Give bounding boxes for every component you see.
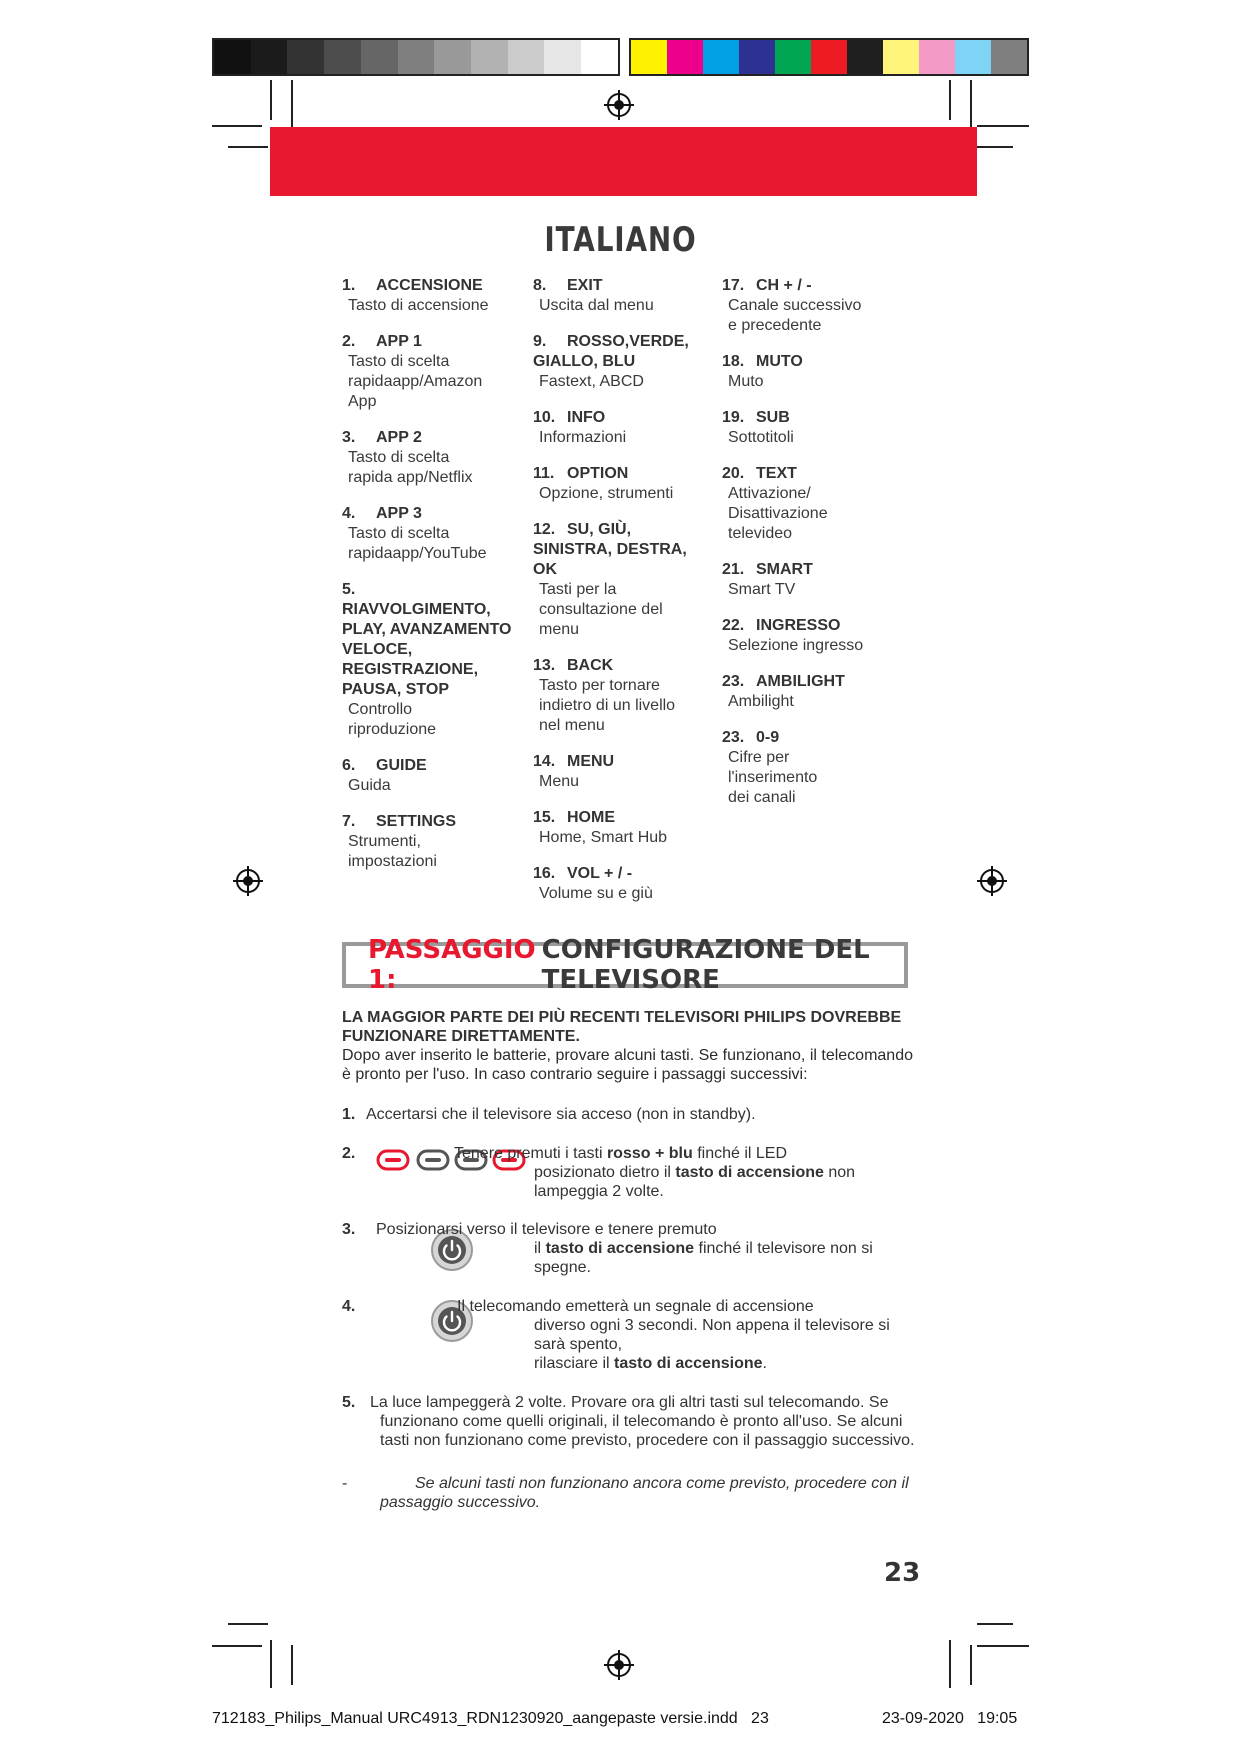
button-entry-description: Tasto di scelta (348, 353, 450, 370)
button-entry-description: Guida (348, 777, 391, 794)
button-entry-label (722, 672, 902, 692)
button-entry-name: MUTO (756, 353, 803, 370)
button-entry-description: Volume su e giù (539, 885, 653, 902)
color-swatch (471, 40, 508, 74)
button-entry-number: 3. (342, 429, 356, 446)
color-swatch (847, 40, 883, 74)
color-swatch (667, 40, 703, 74)
button-entry (722, 672, 902, 712)
button-list-column-1 (342, 276, 522, 888)
button-entry-name: INFO (567, 409, 606, 426)
crop-mark (977, 146, 1013, 148)
button-entry-description: Tasto di scelta (348, 449, 450, 466)
intro-body: Dopo aver inserito le batterie, provare alcuni tasti. Se funzionano, il telecomando è pronto per l'uso. In caso contrario seguire i passaggi successivi: (342, 1047, 913, 1083)
step-text-line-3: lampeggia 2 volte. (534, 1183, 664, 1200)
button-entry-number: 1. (342, 277, 356, 294)
step-text-line-1: Tenere premuti i tasti rosso + blu finché il LED (454, 1145, 788, 1162)
button-entry-description: Tasti per la (539, 581, 617, 598)
button-entry-label (342, 504, 522, 524)
grey-color-bar (212, 38, 620, 76)
button-entry (533, 864, 713, 904)
button-entry-label (722, 560, 902, 580)
button-entry-number: 16. (533, 865, 556, 882)
button-entry-number: 15. (533, 809, 556, 826)
button-entry-number: 23. (722, 673, 745, 690)
crop-mark (949, 80, 951, 120)
button-entry-description: Menu (539, 773, 580, 790)
button-entry (722, 352, 902, 392)
button-entry (722, 728, 902, 808)
button-entry-name: AMBILIGHT (756, 673, 845, 690)
button-entry-description: e precedente (728, 317, 822, 334)
button-entry-description: consultazione del (539, 601, 663, 618)
button-entry-description: Tasto per tornare (539, 677, 660, 694)
button-entry-number: 12. (533, 521, 556, 538)
button-entry-label (533, 520, 713, 580)
green-button-icon (416, 1149, 450, 1171)
color-swatch (434, 40, 471, 74)
button-entry (533, 656, 713, 736)
button-entry (722, 560, 902, 600)
button-entry (722, 276, 902, 336)
button-entry (342, 332, 522, 412)
button-entry-number: 6. (342, 757, 356, 774)
button-entry (722, 408, 902, 448)
button-entry (533, 408, 713, 448)
button-entry-description: impostazioni (348, 853, 437, 870)
note (342, 1474, 922, 1514)
registration-mark-icon (977, 866, 1007, 896)
button-list-column-2 (533, 276, 713, 920)
button-entry-label (533, 656, 713, 676)
button-entry-number: 21. (722, 561, 745, 578)
step-text-line-3: sarà spento, (534, 1336, 623, 1353)
step-text-line-3: tasti non funzionano come previsto, procedere con il passaggio successivo. (380, 1432, 915, 1449)
button-entry-description: Opzione, strumenti (539, 485, 674, 502)
color-swatch (919, 40, 955, 74)
button-entry (533, 808, 713, 848)
button-entry-description: riproduzione (348, 721, 437, 738)
footer-date-time: 23-09-2020 19:05 (882, 1710, 1018, 1727)
button-entry-number: 18. (722, 353, 745, 370)
button-entry-label (342, 812, 522, 832)
crop-mark (228, 146, 268, 148)
color-swatch (739, 40, 775, 74)
step-text-line-2: diverso ogni 3 secondi. Non appena il televisore si (534, 1317, 890, 1334)
crop-mark (291, 80, 293, 128)
button-entry-label (722, 464, 902, 484)
button-entry-number: 20. (722, 465, 745, 482)
language-title: ITALIANO (544, 220, 697, 260)
button-entry-description: televideo (728, 525, 793, 542)
button-entry-label (533, 332, 713, 372)
color-swatch (544, 40, 581, 74)
button-entry-name: HOME (567, 809, 615, 826)
step-text-line-2: posizionato dietro il tasto di accensione non (534, 1164, 856, 1181)
color-swatch (508, 40, 545, 74)
button-entry-name: BACK (567, 657, 614, 674)
button-entry-number: 8. (533, 277, 547, 294)
button-entry-description: Sottotitoli (728, 429, 794, 446)
button-entry-label (533, 864, 713, 884)
button-entry-number: 22. (722, 617, 745, 634)
button-entry (722, 616, 902, 656)
button-entry-label (533, 808, 713, 828)
button-list-column-3 (722, 276, 902, 824)
button-entry-description: rapidaapp/YouTube (348, 545, 487, 562)
button-entry-description: Canale successivo (728, 297, 862, 314)
button-entry-description: Informazioni (539, 429, 627, 446)
button-entry-description: Tasto di scelta (348, 525, 450, 542)
button-entry-label (722, 728, 902, 748)
button-entry-description: Fastext, ABCD (539, 373, 644, 390)
button-entry-name: MENU (567, 753, 615, 770)
color-swatch (581, 40, 618, 74)
button-entry-name: GUIDE (376, 757, 427, 774)
note-line-1: Se alcuni tasti non funzionano ancora come previsto, procedere con il (415, 1475, 909, 1492)
button-entry-description: Home, Smart Hub (539, 829, 668, 846)
step-label: PASSAGGIO 1: (368, 935, 536, 995)
button-entry (342, 428, 522, 488)
button-entry-name: SU, GIÙ, SINISTRA, DESTRA, OK (533, 521, 687, 578)
button-entry-name: ROSSO,VERDE, GIALLO, BLU (533, 333, 689, 370)
button-entry-number: 11. (533, 465, 555, 482)
button-entry-number: 10. (533, 409, 556, 426)
button-entry-name: ACCENSIONE (376, 277, 483, 294)
instruction-step-2 (342, 1144, 922, 1204)
button-entry-number: 17. (722, 277, 745, 294)
crop-mark (977, 1645, 1029, 1647)
button-entry (342, 580, 522, 740)
registration-mark-icon (604, 90, 634, 120)
button-entry-label (533, 752, 713, 772)
color-swatch (251, 40, 288, 74)
instruction-step-5 (342, 1393, 922, 1453)
red-button-icon (376, 1149, 410, 1171)
button-entry-name: SETTINGS (376, 813, 457, 830)
button-entry-label (722, 276, 902, 296)
button-entry-label (342, 332, 522, 352)
button-entry-description: Muto (728, 373, 764, 390)
button-entry-description: menu (539, 621, 580, 638)
crop-mark (977, 1623, 1013, 1625)
button-entry-label (342, 428, 522, 448)
button-entry-description: l'inserimento (728, 769, 818, 786)
button-entry-label (342, 276, 522, 296)
crop-mark (977, 125, 1029, 127)
step-text: Accertarsi che il televisore sia acceso (non in standby). (366, 1106, 756, 1123)
color-swatch (775, 40, 811, 74)
button-entry-description: Disattivazione (728, 505, 828, 522)
button-entry-description: dei canali (728, 789, 796, 806)
button-entry-name: TEXT (756, 465, 797, 482)
color-swatch (991, 40, 1027, 74)
crop-mark (949, 1640, 951, 1688)
button-entry-description: Strumenti, (348, 833, 421, 850)
button-entry-name: RIAVVOLGIMENTO, PLAY, AVANZAMENTO VELOCE, REGISTRAZIONE, PAUSA, STOP (342, 601, 512, 698)
button-entry (533, 332, 713, 392)
button-entry-label (533, 464, 713, 484)
color-swatch (955, 40, 991, 74)
intro-text (342, 1008, 922, 1084)
button-entry (533, 520, 713, 640)
footer-file-info: 712183_Philips_Manual URC4913_RDN1230920_aangepaste versie.indd 23 (212, 1710, 769, 1727)
button-entry-name: SMART (756, 561, 813, 578)
intro-heading: LA MAGGIOR PARTE DEI PIÙ RECENTI TELEVISORI PHILIPS DOVREBBE FUNZIONARE DIRETTAMENTE. (342, 1009, 902, 1045)
button-entry-description: App (348, 393, 377, 410)
crop-mark (212, 1645, 262, 1647)
step-text-line-3: spegne. (534, 1259, 591, 1276)
button-entry-number: 5. (342, 581, 356, 598)
button-entry (342, 276, 522, 316)
button-entry-description: Smart TV (728, 581, 796, 598)
step-text-line-4: rilasciare il tasto di accensione. (534, 1355, 767, 1372)
button-entry-name: OPTION (567, 465, 629, 482)
color-swatch (214, 40, 251, 74)
button-entry (533, 276, 713, 316)
button-entry-label (722, 408, 902, 428)
button-entry-number: 2. (342, 333, 356, 350)
color-swatch (361, 40, 398, 74)
button-entry-name: SUB (756, 409, 790, 426)
button-entry-description: Uscita dal menu (539, 297, 654, 314)
page-number: 23 (884, 1558, 921, 1588)
button-entry-name: APP 1 (376, 333, 422, 350)
button-entry-number: 7. (342, 813, 356, 830)
button-entry-description: Tasto di accensione (348, 297, 489, 314)
button-entry-number: 13. (533, 657, 556, 674)
crop-mark (970, 1645, 972, 1685)
header-red-band (270, 127, 977, 196)
button-entry-label (533, 408, 713, 428)
step-title: CONFIGURAZIONE DEL TELEVISORE (541, 935, 870, 995)
button-entry (533, 752, 713, 792)
button-entry-name: INGRESSO (756, 617, 841, 634)
step-text-line-2: funzionano come quelli originali, il telecomando è pronto all'uso. Se alcuni (380, 1413, 903, 1430)
color-swatch (631, 40, 667, 74)
step-text-line-2: il tasto di accensione finché il televisore non si (534, 1240, 873, 1257)
button-entry-label (722, 352, 902, 372)
button-entry (342, 756, 522, 796)
instruction-step-3 (342, 1220, 922, 1280)
registration-mark-icon (233, 866, 263, 896)
button-entry-description: Selezione ingresso (728, 637, 864, 654)
button-entry-number: 9. (533, 333, 547, 350)
color-bar (629, 38, 1029, 76)
button-entry-number: 4. (342, 505, 356, 522)
button-entry-name: CH + / - (756, 277, 812, 294)
button-entry-description: Controllo (348, 701, 413, 718)
button-entry-label (342, 756, 522, 776)
button-entry-number: 19. (722, 409, 745, 426)
step-number: 2. (342, 1145, 356, 1162)
button-entry-description: Attivazione/ (728, 485, 811, 502)
instruction-step-1 (342, 1105, 922, 1124)
step-number: 4. (342, 1298, 356, 1315)
note-line-2: passaggio successivo. (380, 1494, 541, 1511)
button-entry-description: Ambilight (728, 693, 794, 710)
step-number: 1. (342, 1106, 356, 1123)
button-entry-label (722, 616, 902, 636)
button-entry-description: nel menu (539, 717, 605, 734)
button-entry-label (533, 276, 713, 296)
step-text-line-1: La luce lampeggerà 2 volte. Provare ora gli altri tasti sul telecomando. Se (370, 1394, 889, 1411)
button-entry-description: Cifre per (728, 749, 790, 766)
step-number: 5. (342, 1394, 356, 1411)
button-entry-name: APP 2 (376, 429, 422, 446)
button-entry (342, 812, 522, 872)
button-entry-name: EXIT (567, 277, 603, 294)
button-entry-description: rapidaapp/Amazon (348, 373, 483, 390)
button-entry-number: 23. (722, 729, 745, 746)
crop-mark (212, 125, 262, 127)
button-entry (533, 464, 713, 504)
button-entry-name: 0-9 (756, 729, 780, 746)
instruction-step-4 (342, 1297, 922, 1377)
crop-mark (270, 80, 272, 120)
button-entry (342, 504, 522, 564)
step-number: 3. (342, 1221, 356, 1238)
note-dash: - (342, 1475, 348, 1492)
color-swatch (324, 40, 361, 74)
step-text-line-1: Posizionarsi verso il televisore e tenere premuto (376, 1221, 717, 1238)
button-entry-description: indietro di un livello (539, 697, 676, 714)
color-swatch (287, 40, 324, 74)
crop-mark (291, 1645, 293, 1685)
step-text-line-1: Il telecomando emetterà un segnale di accensione (457, 1298, 814, 1315)
crop-mark (270, 1640, 272, 1688)
button-entry (722, 464, 902, 544)
color-swatch (703, 40, 739, 74)
crop-mark (970, 80, 972, 128)
crop-mark (228, 1623, 268, 1625)
button-entry-label (342, 580, 522, 700)
step-header (342, 935, 908, 995)
color-swatch (883, 40, 919, 74)
button-entry-description: rapida app/Netflix (348, 469, 473, 486)
button-entry-name: APP 3 (376, 505, 422, 522)
color-swatch (398, 40, 435, 74)
button-entry-number: 14. (533, 753, 556, 770)
registration-mark-icon (604, 1650, 634, 1680)
button-entry-name: VOL + / - (567, 865, 633, 882)
color-swatch (811, 40, 847, 74)
